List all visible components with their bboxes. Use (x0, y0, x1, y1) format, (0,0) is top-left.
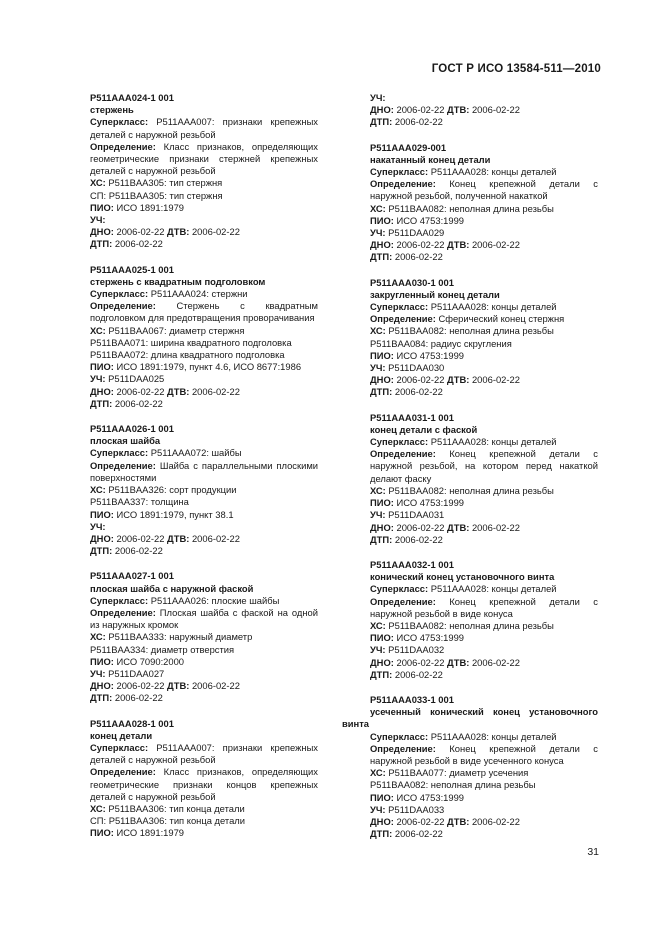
entry-dtp: ДТП: 2006-02-22 (90, 397, 163, 409)
entry-pio: ПИО: ИСО 4753:1999 (370, 497, 465, 509)
entry-definition: Определение: Сферический конец стержня (370, 313, 565, 325)
entry-dtp: ДТП: 2006-02-22 (90, 545, 163, 557)
entry-superclass: Суперкласс: P511AAA028: концы деталей (370, 436, 557, 448)
entry-term: накатанный конец детали (370, 153, 491, 165)
entry-dates: ДНО: 2006-02-22 ДТВ: 2006-02-22 (370, 104, 520, 116)
entry-code: P511AAA029-001 (370, 141, 447, 153)
entry-dates: ДНО: 2006-02-22 ДТВ: 2006-02-22 (370, 815, 520, 827)
entry-uch: УЧ: P511DAA029 (370, 227, 445, 239)
entry-definition: Определение: Класс признаков, определяющих геометрические признаки концов крепежных деталей с наружной резьбой (90, 766, 318, 802)
entry-xs: ХС: P511BAA305: тип стержня (90, 177, 223, 189)
entry-dates: ДНО: 2006-02-22 ДТВ: 2006-02-22 (90, 226, 240, 238)
right-column (342, 92, 598, 853)
entry-property: P511BAA071: ширина квадратного подголовка (90, 336, 292, 348)
entry-dates: ДНО: 2006-02-22 ДТВ: 2006-02-22 (370, 374, 520, 386)
entry-superclass: Суперкласс: P511AAA007: признаки крепежных деталей с наружной резьбой (90, 741, 318, 766)
entry-pio: ПИО: ИСО 1891:1979 (90, 827, 185, 839)
entry-term: стержень (90, 104, 134, 116)
entry-xs: ХС: P511BAA306: тип конца детали (90, 802, 245, 814)
entry-property: P511BAA072: длина квадратного подголовка (90, 349, 285, 361)
entry-pio: ПИО: ИСО 7090:2000 (90, 655, 185, 667)
entry-uch: УЧ: (90, 214, 106, 226)
entry-xs: ХС: P511BAA067: диаметр стержня (90, 324, 245, 336)
entry-uch: УЧ: P511DAA032 (370, 644, 445, 656)
entry-definition: Определение: Шайба с параллельными плоскими поверхностями (90, 459, 318, 483)
entry-superclass: Суперкласс: P511AAA028: концы деталей (370, 730, 557, 742)
entry-sp: СП: P511BAA306: тип конца детали (90, 815, 246, 827)
entry-code: P511AAA026-1 001 (90, 423, 174, 435)
entry-superclass: Суперкласс: P511AAA072: шайбы (90, 447, 242, 459)
entry-pio: ПИО: ИСО 1891:1979, пункт 4.6, ИСО 8677:1986 (90, 361, 302, 373)
entry-dtp: ДТП: 2006-02-22 (370, 828, 443, 840)
entry-pio: ПИО: ИСО 4753:1999 (370, 349, 465, 361)
entry-term: усеченный конический конец установочного винта (342, 706, 598, 730)
entry-p511aaa024 (62, 92, 318, 251)
entry-term: конец детали с фаской (370, 423, 478, 435)
entry-dates: ДНО: 2006-02-22 ДТВ: 2006-02-22 (90, 680, 240, 692)
entry-property: P511BAA334: диаметр отверстия (90, 643, 235, 655)
page-number: 31 (587, 846, 599, 858)
entry-code: P511AAA032-1 001 (370, 558, 454, 570)
entry-xs: ХС: P511BAA333: наружный диаметр (90, 631, 253, 643)
entry-dtp: ДТП: 2006-02-22 (90, 238, 163, 250)
entry-uch: УЧ: P511DAA025 (90, 373, 165, 385)
entry-uch: УЧ: (90, 520, 106, 532)
entry-xs: ХС: P511BAA082: неполная длина резьбы (370, 202, 554, 214)
entry-definition: Определение: Конец крепежной детали с наружной резьбой в виде конуса (370, 595, 598, 619)
entry-term: плоская шайба (90, 435, 161, 447)
entry-p511aaa028-continued (342, 92, 598, 129)
entry-property: P511BAA337: толщина (90, 496, 189, 508)
entry-code: P511AAA027-1 001 (90, 570, 174, 582)
entry-definition: Определение: Конец крепежной детали с наружной резьбой, на котором перед накаткой делают фаску (370, 448, 598, 484)
entry-p511aaa032 (342, 559, 598, 681)
entry-property: P511BAA084: радиус скругления (370, 337, 512, 349)
entry-p511aaa026 (62, 423, 318, 557)
entry-dtp: ДТП: 2006-02-22 (370, 386, 443, 398)
entry-p511aaa025 (62, 264, 318, 410)
entry-p511aaa029 (342, 142, 598, 264)
entry-dates: ДНО: 2006-02-22 ДТВ: 2006-02-22 (370, 656, 520, 668)
entry-uch: УЧ: P511DAA027 (90, 667, 165, 679)
entry-code: P511AAA030-1 001 (370, 276, 454, 288)
entry-superclass: Суперкласс: P511AAA028: концы деталей (370, 166, 557, 178)
entry-p511aaa033 (342, 694, 598, 840)
entry-superclass: Суперкласс: P511AAA028: концы деталей (370, 301, 557, 313)
entry-uch: УЧ: P511DAA031 (370, 509, 445, 521)
entry-code: P511AAA033-1 001 (370, 693, 454, 705)
entry-pio: ПИО: ИСО 4753:1999 (370, 214, 465, 226)
entry-xs: ХС: P511BAA082: неполная длина резьбы (370, 325, 554, 337)
entry-xs: ХС: P511BAA082: неполная длина резьбы (370, 484, 554, 496)
entry-dtp: ДТП: 2006-02-22 (90, 692, 163, 704)
entry-sp: СП: P511BAA305: тип стержня (90, 189, 223, 201)
entry-property: P511BAA082: неполная длина резьбы (370, 779, 536, 791)
entry-definition: Определение: Конец крепежной детали с наружной резьбой в виде усеченного конуса (370, 742, 598, 766)
entry-pio: ПИО: ИСО 4753:1999 (370, 632, 465, 644)
entry-p511aaa028 (62, 718, 318, 840)
entry-p511aaa027 (62, 570, 318, 704)
entry-pio: ПИО: ИСО 1891:1979, пункт 38.1 (90, 508, 234, 520)
entry-uch: УЧ: P511DAA030 (370, 362, 445, 374)
entry-xs: ХС: P511BAA082: неполная длина резьбы (370, 619, 554, 631)
entry-code: P511AAA031-1 001 (370, 411, 454, 423)
entry-code: P511AAA025-1 001 (90, 263, 174, 275)
entry-dtp: ДТП: 2006-02-22 (370, 668, 443, 680)
entry-dtp: ДТП: 2006-02-22 (370, 116, 443, 128)
entry-p511aaa030 (342, 277, 598, 399)
entry-xs: ХС: P511BAA077: диаметр усечения (370, 767, 529, 779)
entry-dtp: ДТП: 2006-02-22 (370, 251, 443, 263)
entry-term: конец детали (90, 729, 153, 741)
entry-code: P511AAA028-1 001 (90, 717, 174, 729)
entry-definition: Определение: Конец крепежной детали с наружной резьбой, полученной накаткой (370, 178, 598, 202)
entry-dates: ДНО: 2006-02-22 ДТВ: 2006-02-22 (90, 532, 240, 544)
entry-term: стержень с квадратным подголовком (90, 275, 266, 287)
entry-uch: УЧ: (370, 92, 386, 103)
entry-term: плоская шайба с наружной фаской (90, 582, 254, 594)
left-column (62, 92, 318, 853)
entry-superclass: Суперкласс: P511AAA026: плоские шайбы (90, 594, 280, 606)
entry-definition: Определение: Класс признаков, определяющих геометрические признаки стержней крепежных деталей с наружной резьбой (90, 140, 318, 177)
entry-superclass: Суперкласс: P511AAA024: стержни (90, 288, 248, 300)
entry-dates: ДНО: 2006-02-22 ДТВ: 2006-02-22 (370, 521, 520, 533)
entry-code: P511AAA024-1 001 (90, 92, 174, 103)
entry-dtp: ДТП: 2006-02-22 (370, 533, 443, 545)
entry-term: конический конец установочного винта (370, 571, 555, 583)
entry-xs: ХС: P511BAA326: сорт продукции (90, 484, 237, 496)
entry-pio: ПИО: ИСО 4753:1999 (370, 791, 465, 803)
entry-definition: Определение: Плоская шайба с фаской на одной из наружных кромок (90, 606, 318, 631)
entry-term: закругленный конец детали (370, 288, 500, 300)
entry-pio: ПИО: ИСО 1891:1979 (90, 201, 185, 213)
entry-dates: ДНО: 2006-02-22 ДТВ: 2006-02-22 (90, 385, 240, 397)
document-header: ГОСТ Р ИСО 13584-511—2010 (431, 63, 601, 75)
entry-definition: Определение: Стержень с квадратным подголовком для предотвращения проворачивания (90, 300, 318, 324)
entry-superclass: Суперкласс: P511AAA028: концы деталей (370, 583, 557, 595)
entry-dates: ДНО: 2006-02-22 ДТВ: 2006-02-22 (370, 239, 520, 251)
entry-uch: УЧ: P511DAA033 (370, 803, 445, 815)
entry-p511aaa031 (342, 412, 598, 546)
entry-superclass: Суперкласс: P511AAA007: признаки крепежных деталей с наружной резьбой (90, 116, 318, 140)
